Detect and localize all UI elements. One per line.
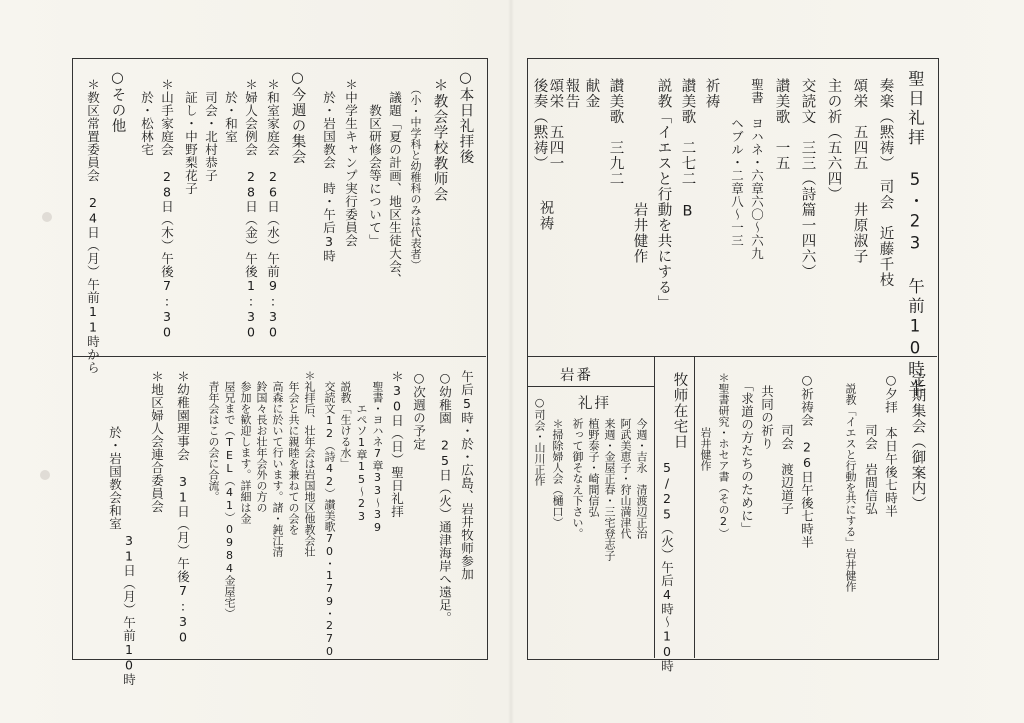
this-week-title: ○今週の集会 bbox=[289, 70, 306, 165]
service-line: 讃美歌 二七二 B bbox=[679, 78, 696, 221]
this-week-line: 司会・北村恭子 bbox=[203, 78, 219, 182]
service-line: 岩井健作 bbox=[631, 78, 648, 264]
meetings-line: ＊聖書研究・ホセア書（その2） bbox=[717, 372, 730, 539]
service-line: 説教「イエスと行動を共にする」 bbox=[655, 78, 672, 311]
next-week-line: ＊地区婦人会連合委員会 bbox=[149, 370, 165, 513]
service-line: 頌栄 五四一 bbox=[547, 78, 564, 171]
meetings-line: ○祈祷会 26日午後七時半 bbox=[799, 372, 815, 549]
next-week-title: ○次週の予定 bbox=[411, 370, 427, 451]
punch-mark bbox=[42, 212, 52, 222]
next-week-line: 午后5時・於・広島、岩井牧师参加 bbox=[459, 370, 475, 581]
right-divider bbox=[527, 356, 937, 357]
right-subdivider-2 bbox=[694, 356, 695, 658]
duty-line: 祈って御そなえ下さい。 bbox=[571, 418, 584, 539]
this-week-line: ＊婦人会例会 28日（金）午後1:30 bbox=[243, 78, 259, 340]
next-week-line: 聖書・ヨハネ7章33～39 bbox=[371, 370, 384, 534]
service-line: 報告 bbox=[563, 78, 580, 109]
next-week-line: 31日（月）午前10時 bbox=[121, 520, 137, 686]
this-week-line: 証し・中野梨花子 bbox=[183, 78, 199, 195]
service-line: 聖書 ヨハネ・六章六〇～六九 bbox=[749, 78, 765, 260]
this-week-line: ＊山手家庭会 28日（木）午後7:30 bbox=[159, 78, 175, 340]
meetings-line: 説教「イエスと行動を共にする」岩井健作 bbox=[844, 372, 857, 592]
after-worship-title: ○本日礼拝後 bbox=[457, 70, 474, 165]
after-worship-line: （小・中学科と幼稚科のみは代表者） bbox=[409, 78, 422, 271]
service-line: 祝祷 bbox=[537, 200, 554, 231]
next-week-line: 参加を歓迎します。詳細は金 bbox=[239, 370, 252, 524]
reception-box-divider bbox=[527, 386, 654, 387]
duty-line: 阿武美恵子・狩山満津代 bbox=[619, 418, 632, 539]
punch-mark bbox=[40, 470, 50, 480]
pastor-home-hours: 5/25（火）午后4時～10時 bbox=[659, 460, 675, 673]
this-week-line: 於・松林宅 bbox=[139, 78, 155, 156]
other-line: ＊教区常置委員会 24日（月）午前11時から bbox=[85, 78, 101, 374]
duty-line: 植野泰子・崎間信弘 bbox=[587, 418, 600, 517]
duty-line: 来週・金屋正春・三宅登志子 bbox=[603, 418, 616, 561]
next-week-line: ＊30日（日）聖日礼拝 bbox=[389, 370, 405, 518]
meetings-line: 司会 渡辺道子 bbox=[779, 372, 795, 515]
next-week-line: ○幼稚園 25日（火）通津海岸へ遠足。 bbox=[437, 370, 453, 625]
after-worship-line: ＊中学生キャンプ実行委員会 bbox=[343, 78, 359, 247]
service-line: 讃美歌 三九二 bbox=[607, 78, 624, 187]
next-week-line: ＊幼稚園理事会 31日（月）午後7:30 bbox=[175, 370, 191, 645]
right-subdivider bbox=[654, 356, 655, 658]
worship-title: 礼拝 bbox=[578, 396, 611, 412]
other-title: ○その他 bbox=[109, 70, 126, 134]
next-week-line: 高森に於いて行います。諸・鈍江清 bbox=[271, 370, 284, 557]
service-line: 献金 bbox=[583, 78, 600, 109]
service-line: 頌栄 五四五 井原淑子 bbox=[851, 78, 868, 264]
reception-line: ○司会・山川正作 bbox=[533, 396, 546, 486]
next-week-line: ＊礼拝后、壮年会は岩国地区他教会壮 bbox=[303, 370, 316, 557]
pastor-home-title: 牧师在宅日 bbox=[671, 372, 688, 450]
service-line: 祈祷 bbox=[703, 78, 720, 109]
next-week-line: 説教「生ける水」 bbox=[339, 370, 352, 469]
service-line: 後奏（黙祷） bbox=[531, 78, 548, 171]
meetings-title: 定期集会（御案内） bbox=[909, 372, 926, 512]
meetings-line: ○夕拝 本日午後七時半 bbox=[883, 372, 899, 518]
duty-line: 今週・吉永 清渡辺正治 bbox=[635, 418, 648, 539]
page-fold bbox=[508, 0, 514, 723]
next-week-line: 交読文12（詩42）讃美歌70・179・270 bbox=[323, 370, 336, 658]
service-line: 奏楽（黙祷） 司会 近藤千枝 bbox=[877, 78, 894, 288]
service-line: 讃美歌 一五 bbox=[773, 78, 790, 171]
left-divider bbox=[72, 356, 486, 357]
after-worship-line: 教区研修会等について」 bbox=[367, 78, 383, 247]
after-worship-line: ＊教会学校教师会 bbox=[431, 78, 448, 202]
next-week-line: 青年会はこの会に合流。 bbox=[207, 370, 220, 502]
after-worship-line: 議題「夏の計画、地区生徒大会、 bbox=[387, 78, 403, 286]
meetings-line: 司会 岩間信弘 bbox=[863, 372, 879, 515]
service-line: 主の祈（五六四） bbox=[825, 78, 842, 202]
next-week-line: エペソ1章15～23 bbox=[355, 370, 368, 523]
reception-title: 岩番 bbox=[560, 368, 593, 384]
after-worship-line: 於・岩国教会 時・午后3時 bbox=[321, 78, 337, 263]
next-week-line: 於・岩国教会和室 bbox=[107, 400, 123, 530]
next-week-line: 屋兄まで（TEL（41）0984金屋宅） bbox=[223, 370, 236, 619]
this-week-line: 於・和室 bbox=[223, 78, 239, 143]
this-week-line: ＊和室家庭会 26日（水）午前9:30 bbox=[265, 78, 281, 340]
next-week-line: 年会と共に親睦を兼ねての会を bbox=[287, 370, 300, 535]
service-line: 交読文 三三（詩篇一四六） bbox=[799, 78, 816, 280]
meetings-line: 共同の祈り bbox=[759, 372, 775, 450]
reception-line: ＊掃除婦人会（樋口） bbox=[551, 418, 564, 528]
service-line: ヘブル・二章八～一三 bbox=[729, 78, 745, 247]
service-title: 聖日礼拝 5・23 午前10時半 bbox=[905, 70, 925, 400]
meetings-line: 岩井健作 bbox=[699, 372, 712, 471]
next-week-line: 鈴国々長お壮年会外の方の bbox=[255, 370, 268, 513]
meetings-line: 「求道の方たちのために」 bbox=[739, 372, 755, 535]
